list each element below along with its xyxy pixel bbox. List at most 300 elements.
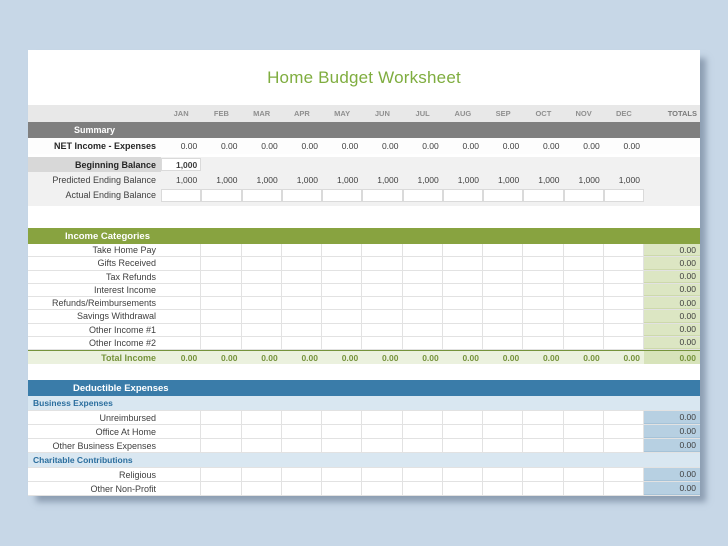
income-refunds-reimbursements-cell-sep[interactable]	[483, 297, 523, 309]
beginning-balance-cell-apr[interactable]	[282, 157, 322, 172]
income-other-income-1-label: Other Income #1	[88, 324, 156, 335]
income-row	[28, 337, 700, 350]
expense-other-non-profit-cell-aug[interactable]	[443, 482, 483, 495]
expense-religious-label: Religious	[118, 469, 156, 480]
income-other-income-1-cell-may[interactable]	[322, 324, 362, 336]
total-income-cell-mar[interactable]: 0.00	[261, 352, 278, 363]
income-other-income-1-cell-apr[interactable]	[282, 324, 322, 336]
expense-other-non-profit-cell-apr[interactable]	[282, 482, 322, 495]
income-savings-withdrawal-label: Savings Withdrawal	[76, 311, 156, 322]
income-gifts-received-cell-jul[interactable]	[403, 257, 443, 269]
beginning-balance-cell-jul[interactable]	[403, 157, 443, 172]
expense-other-non-profit-cell-oct[interactable]	[523, 482, 563, 495]
income-take-home-pay-cell-mar[interactable]	[242, 244, 282, 256]
income-tax-refunds-cell-oct[interactable]	[523, 271, 563, 283]
beginning-balance-cell-dec[interactable]	[604, 157, 644, 172]
expense-other-non-profit-cell-dec[interactable]	[604, 482, 644, 495]
income-tax-refunds-cell-jul[interactable]	[403, 271, 443, 283]
actual-ending-balance-cell-jan[interactable]	[161, 189, 201, 202]
column-header-blank	[28, 105, 161, 122]
income-interest-income-cell-sep[interactable]	[483, 284, 523, 296]
expense-other-business-expenses-cell-jan[interactable]	[161, 439, 201, 452]
income-interest-income-cell-jun[interactable]	[362, 284, 402, 296]
expense-unreimbursed-cell-mar[interactable]	[242, 411, 282, 424]
expense-other-business-expenses-cell-jun[interactable]	[362, 439, 402, 452]
total-income-cell-aug[interactable]: 0.00	[462, 352, 479, 363]
expense-other-non-profit-cell-jan[interactable]	[161, 482, 201, 495]
income-other-income-1-cell-aug[interactable]	[443, 324, 483, 336]
income-tax-refunds-cell-dec[interactable]	[604, 271, 644, 283]
income-section-title: Income Categories	[65, 230, 150, 242]
expense-unreimbursed-cell-oct[interactable]	[523, 411, 563, 424]
income-tax-refunds-cell-jan[interactable]	[161, 271, 201, 283]
income-rows	[28, 244, 700, 350]
income-other-income-1-cell-jan[interactable]	[161, 324, 201, 336]
total-income-cell-oct[interactable]: 0.00	[542, 352, 560, 363]
income-gifts-received-cell-feb[interactable]	[201, 257, 241, 269]
income-refunds-reimbursements-cell-jan[interactable]	[161, 297, 201, 309]
expense-other-business-expenses-cell-feb[interactable]	[201, 439, 241, 452]
expense-other-business-expenses-cell-sep[interactable]	[483, 439, 523, 452]
income-savings-withdrawal-cell-jan[interactable]	[161, 310, 201, 322]
total-income-cell-feb[interactable]: 0.00	[220, 352, 238, 363]
income-tax-refunds-cell-apr[interactable]	[282, 271, 322, 283]
expense-row	[28, 468, 700, 482]
net-income-cell-sep[interactable]: 0.00	[502, 141, 520, 151]
net-income-total-cell[interactable]	[644, 138, 700, 154]
income-row	[28, 310, 700, 323]
expense-other-business-expenses-label: Other Business Expenses	[52, 440, 156, 451]
income-refunds-reimbursements-cell-jul[interactable]	[403, 297, 443, 309]
expense-unreimbursed-cell-apr[interactable]	[282, 411, 322, 424]
income-refunds-reimbursements-cell-dec[interactable]	[604, 297, 644, 309]
expense-religious-cell-aug[interactable]	[443, 468, 483, 481]
income-interest-income-cell-feb[interactable]	[201, 284, 241, 296]
expense-other-business-expenses-cell-nov[interactable]	[564, 439, 604, 452]
predicted-ending-balance-cell-jul[interactable]: 1,000	[417, 174, 439, 185]
expense-unreimbursed-cell-dec[interactable]	[604, 411, 644, 424]
income-tax-refunds-total-cell[interactable]: 0.00	[644, 271, 700, 283]
column-header-nov: NOV	[575, 109, 592, 118]
income-interest-income-cell-dec[interactable]	[604, 284, 644, 296]
expense-religious-cell-dec[interactable]	[604, 468, 644, 481]
income-take-home-pay-cell-dec[interactable]	[604, 244, 644, 256]
beginning-balance-cell-aug[interactable]	[443, 157, 483, 172]
expense-religious-cell-apr[interactable]	[282, 468, 322, 481]
income-gifts-received-cell-apr[interactable]	[282, 257, 322, 269]
income-refunds-reimbursements-cell-aug[interactable]	[443, 297, 483, 309]
income-gifts-received-total-cell[interactable]: 0.00	[644, 257, 700, 269]
column-header-aug: AUG	[454, 109, 472, 118]
income-savings-withdrawal-cell-nov[interactable]	[564, 310, 604, 322]
income-interest-income-cell-aug[interactable]	[443, 284, 483, 296]
actual-ending-balance-cell-nov[interactable]	[564, 189, 604, 202]
expense-other-non-profit-cell-may[interactable]	[322, 482, 362, 495]
total-income-total-cell[interactable]: 0.00	[644, 351, 700, 364]
column-header-feb: FEB	[213, 109, 229, 118]
column-header-jul: JUL	[415, 109, 430, 118]
spacer	[28, 364, 700, 380]
income-tax-refunds-cell-may[interactable]	[322, 271, 362, 283]
expense-office-at-home-cell-sep[interactable]	[483, 425, 523, 438]
actual-ending-balance-label: Actual Ending Balance	[65, 190, 156, 200]
income-other-income-1-cell-dec[interactable]	[604, 324, 644, 336]
total-income-cell-sep[interactable]: 0.00	[502, 352, 520, 363]
expense-office-at-home-cell-dec[interactable]	[604, 425, 644, 438]
income-section-header	[28, 228, 700, 244]
income-refunds-reimbursements-cell-may[interactable]	[322, 297, 362, 309]
actual-ending-balance-cell-oct[interactable]	[523, 189, 563, 202]
expense-group-header-charitable-contributions	[28, 453, 700, 468]
total-income-cell-jan[interactable]: 0.00	[180, 352, 198, 363]
column-header-may: MAY	[334, 109, 351, 118]
column-header-totals: TOTALS	[667, 109, 697, 118]
income-refunds-reimbursements-cell-oct[interactable]	[523, 297, 563, 309]
expense-religious-cell-jul[interactable]	[403, 468, 443, 481]
income-other-income-1-cell-feb[interactable]	[201, 324, 241, 336]
income-take-home-pay-cell-sep[interactable]	[483, 244, 523, 256]
actual-ending-balance-cell-dec[interactable]	[604, 189, 644, 202]
income-tax-refunds-cell-feb[interactable]	[201, 271, 241, 283]
income-gifts-received-cell-aug[interactable]	[443, 257, 483, 269]
expense-unreimbursed-cell-nov[interactable]	[564, 411, 604, 424]
predicted-ending-balance-cell-mar[interactable]: 1,000	[256, 174, 278, 185]
expense-office-at-home-label: Office At Home	[95, 426, 156, 437]
income-savings-withdrawal-cell-oct[interactable]	[523, 310, 563, 322]
income-row	[28, 257, 700, 270]
total-income-label: Total Income	[101, 352, 156, 363]
predicted-ending-balance-cell-oct[interactable]: 1,000	[538, 174, 560, 185]
actual-ending-balance-cell-jun[interactable]	[362, 189, 402, 202]
income-savings-withdrawal-cell-sep[interactable]	[483, 310, 523, 322]
beginning-balance-cell-sep[interactable]	[483, 157, 523, 172]
income-other-income-2-cell-nov[interactable]	[564, 337, 604, 349]
income-savings-withdrawal-cell-jun[interactable]	[362, 310, 402, 322]
expense-other-business-expenses-total-cell[interactable]: 0.00	[644, 439, 700, 452]
predicted-ending-balance-total-cell[interactable]	[644, 172, 700, 187]
expense-other-non-profit-cell-mar[interactable]	[242, 482, 282, 495]
expense-other-non-profit-cell-sep[interactable]	[483, 482, 523, 495]
balance-block	[28, 157, 700, 206]
income-take-home-pay-cell-may[interactable]	[322, 244, 362, 256]
expense-other-non-profit-cell-feb[interactable]	[201, 482, 241, 495]
income-other-income-2-label: Other Income #2	[88, 337, 156, 348]
actual-ending-balance-cell-jul[interactable]	[403, 189, 443, 202]
expense-other-non-profit-total-cell[interactable]: 0.00	[644, 482, 700, 495]
income-interest-income-total-cell[interactable]: 0.00	[644, 284, 700, 296]
income-other-income-2-cell-jan[interactable]	[161, 337, 201, 349]
income-other-income-2-cell-feb[interactable]	[201, 337, 241, 349]
income-other-income-1-cell-sep[interactable]	[483, 324, 523, 336]
expense-row	[28, 439, 700, 453]
expense-row	[28, 425, 700, 439]
income-take-home-pay-cell-apr[interactable]	[282, 244, 322, 256]
expense-other-non-profit-cell-nov[interactable]	[564, 482, 604, 495]
income-other-income-2-cell-jun[interactable]	[362, 337, 402, 349]
net-income-cell-jul[interactable]: 0.00	[422, 141, 439, 151]
predicted-ending-balance-cell-aug[interactable]: 1,000	[457, 174, 479, 185]
predicted-ending-balance-cell-nov[interactable]: 1,000	[578, 174, 600, 185]
total-income-row	[28, 350, 700, 364]
expense-office-at-home-cell-jan[interactable]	[161, 425, 201, 438]
income-interest-income-cell-mar[interactable]	[242, 284, 282, 296]
page-title: Home Budget Worksheet	[267, 67, 461, 87]
expense-other-business-expenses-cell-jul[interactable]	[403, 439, 443, 452]
predicted-ending-balance-cell-jan[interactable]: 1,000	[175, 174, 198, 185]
income-take-home-pay-total-cell[interactable]: 0.00	[644, 244, 700, 256]
expense-other-business-expenses-cell-apr[interactable]	[282, 439, 322, 452]
income-savings-withdrawal-cell-dec[interactable]	[604, 310, 644, 322]
income-take-home-pay-cell-oct[interactable]	[523, 244, 563, 256]
expense-religious-cell-mar[interactable]	[242, 468, 282, 481]
income-row	[28, 324, 700, 337]
income-row	[28, 271, 700, 284]
income-other-income-1-cell-jun[interactable]	[362, 324, 402, 336]
expense-unreimbursed-cell-sep[interactable]	[483, 411, 523, 424]
actual-ending-balance-row	[28, 187, 700, 203]
predicted-ending-balance-cell-jun[interactable]: 1,000	[377, 174, 399, 185]
income-tax-refunds-cell-jun[interactable]	[362, 271, 402, 283]
expense-group-title: Business Expenses	[33, 398, 113, 408]
income-other-income-1-cell-nov[interactable]	[564, 324, 604, 336]
expense-religious-total-cell[interactable]: 0.00	[644, 468, 700, 481]
income-other-income-1-total-cell[interactable]: 0.00	[644, 324, 700, 336]
column-header-apr: APR	[293, 109, 310, 118]
income-interest-income-cell-may[interactable]	[322, 284, 362, 296]
beginning-balance-cell-feb[interactable]	[201, 157, 241, 172]
expenses-section-title: Deductible Expenses	[73, 382, 169, 394]
income-other-income-1-cell-oct[interactable]	[523, 324, 563, 336]
expense-office-at-home-cell-jul[interactable]	[403, 425, 443, 438]
income-tax-refunds-cell-mar[interactable]	[242, 271, 282, 283]
income-tax-refunds-cell-aug[interactable]	[443, 271, 483, 283]
net-income-cell-feb[interactable]: 0.00	[220, 141, 238, 151]
expense-other-business-expenses-cell-may[interactable]	[322, 439, 362, 452]
income-other-income-2-cell-mar[interactable]	[242, 337, 282, 349]
income-gifts-received-cell-dec[interactable]	[604, 257, 644, 269]
beginning-balance-cell-jan[interactable]: 1,000	[161, 158, 201, 171]
total-income-cell-apr[interactable]: 0.00	[301, 352, 318, 363]
income-other-income-2-total-cell[interactable]: 0.00	[644, 337, 700, 349]
income-tax-refunds-cell-nov[interactable]	[564, 271, 604, 283]
income-take-home-pay-cell-nov[interactable]	[564, 244, 604, 256]
net-income-cell-jan[interactable]: 0.00	[180, 141, 198, 151]
beginning-balance-cell-may[interactable]	[322, 157, 362, 172]
income-savings-withdrawal-cell-mar[interactable]	[242, 310, 282, 322]
net-income-label: NET Income - Expenses	[53, 141, 156, 151]
income-refunds-reimbursements-label: Refunds/Reimbursements	[51, 298, 156, 309]
income-take-home-pay-cell-feb[interactable]	[201, 244, 241, 256]
income-tax-refunds-cell-sep[interactable]	[483, 271, 523, 283]
income-interest-income-cell-jan[interactable]	[161, 284, 201, 296]
net-income-cell-aug[interactable]: 0.00	[462, 141, 479, 151]
column-header-jun: JUN	[374, 109, 390, 118]
expense-religious-cell-sep[interactable]	[483, 468, 523, 481]
income-take-home-pay-cell-aug[interactable]	[443, 244, 483, 256]
income-interest-income-label: Interest Income	[93, 284, 156, 295]
net-income-cell-oct[interactable]: 0.00	[542, 141, 560, 151]
actual-ending-balance-cell-feb[interactable]	[201, 189, 241, 202]
title-area	[28, 50, 700, 105]
expense-office-at-home-cell-mar[interactable]	[242, 425, 282, 438]
worksheet	[28, 50, 700, 496]
income-savings-withdrawal-cell-aug[interactable]	[443, 310, 483, 322]
income-refunds-reimbursements-cell-jun[interactable]	[362, 297, 402, 309]
net-income-cell-nov[interactable]: 0.00	[583, 141, 600, 151]
beginning-balance-row	[28, 157, 700, 172]
actual-ending-balance-cell-aug[interactable]	[443, 189, 483, 202]
summary-section-title: Summary	[73, 125, 116, 135]
income-interest-income-cell-oct[interactable]	[523, 284, 563, 296]
income-other-income-2-cell-oct[interactable]	[523, 337, 563, 349]
income-gifts-received-cell-mar[interactable]	[242, 257, 282, 269]
expenses-section-header	[28, 380, 700, 396]
beginning-balance-total-cell	[644, 157, 700, 172]
income-other-income-2-cell-aug[interactable]	[443, 337, 483, 349]
total-income-cell-jul[interactable]: 0.00	[422, 352, 439, 363]
expense-office-at-home-cell-jun[interactable]	[362, 425, 402, 438]
total-income-cell-nov[interactable]: 0.00	[583, 352, 600, 363]
total-income-cell-dec[interactable]: 0.00	[623, 352, 640, 363]
expense-unreimbursed-cell-aug[interactable]	[443, 411, 483, 424]
column-header-mar: MAR	[253, 109, 271, 118]
income-gifts-received-cell-may[interactable]	[322, 257, 362, 269]
predicted-ending-balance-cell-dec[interactable]: 1,000	[618, 174, 640, 185]
expense-other-business-expenses-cell-dec[interactable]	[604, 439, 644, 452]
expense-other-business-expenses-cell-oct[interactable]	[523, 439, 563, 452]
income-take-home-pay-cell-jan[interactable]	[161, 244, 201, 256]
beginning-balance-cell-nov[interactable]	[564, 157, 604, 172]
predicted-ending-balance-cell-sep[interactable]: 1,000	[497, 174, 520, 185]
income-refunds-reimbursements-cell-feb[interactable]	[201, 297, 241, 309]
income-other-income-1-cell-mar[interactable]	[242, 324, 282, 336]
net-income-cell-dec[interactable]: 0.00	[623, 141, 640, 151]
predicted-ending-balance-cell-feb[interactable]: 1,000	[216, 174, 238, 185]
expense-religious-cell-jun[interactable]	[362, 468, 402, 481]
spacer	[28, 206, 700, 228]
expense-row	[28, 482, 700, 496]
expense-unreimbursed-cell-jun[interactable]	[362, 411, 402, 424]
expense-office-at-home-cell-feb[interactable]	[201, 425, 241, 438]
income-refunds-reimbursements-cell-apr[interactable]	[282, 297, 322, 309]
income-interest-income-cell-apr[interactable]	[282, 284, 322, 296]
income-gifts-received-cell-jun[interactable]	[362, 257, 402, 269]
predicted-ending-balance-cell-may[interactable]: 1,000	[336, 174, 359, 185]
expense-office-at-home-cell-oct[interactable]	[523, 425, 563, 438]
expense-row	[28, 411, 700, 425]
income-other-income-2-cell-dec[interactable]	[604, 337, 644, 349]
expense-office-at-home-cell-apr[interactable]	[282, 425, 322, 438]
predicted-ending-balance-cell-apr[interactable]: 1,000	[296, 174, 318, 185]
expense-office-at-home-cell-nov[interactable]	[564, 425, 604, 438]
income-take-home-pay-cell-jul[interactable]	[403, 244, 443, 256]
expense-religious-cell-nov[interactable]	[564, 468, 604, 481]
actual-ending-balance-cell-may[interactable]	[322, 189, 362, 202]
expense-group-header-business-expenses	[28, 396, 700, 411]
expense-other-non-profit-label: Other Non-Profit	[90, 483, 156, 494]
income-refunds-reimbursements-cell-mar[interactable]	[242, 297, 282, 309]
income-take-home-pay-label: Take Home Pay	[92, 245, 156, 256]
beginning-balance-cell-jun[interactable]	[362, 157, 402, 172]
income-gifts-received-cell-oct[interactable]	[523, 257, 563, 269]
expense-other-non-profit-cell-jul[interactable]	[403, 482, 443, 495]
expense-office-at-home-cell-aug[interactable]	[443, 425, 483, 438]
income-tax-refunds-label: Tax Refunds	[105, 271, 156, 282]
expense-groups	[28, 396, 700, 496]
income-gifts-received-cell-jan[interactable]	[161, 257, 201, 269]
total-income-cell-may[interactable]: 0.00	[341, 352, 359, 363]
expense-unreimbursed-cell-may[interactable]	[322, 411, 362, 424]
income-refunds-reimbursements-total-cell[interactable]: 0.00	[644, 297, 700, 309]
net-income-expenses-row	[28, 138, 700, 154]
net-income-cell-mar[interactable]: 0.00	[261, 141, 278, 151]
expense-other-business-expenses-cell-aug[interactable]	[443, 439, 483, 452]
income-savings-withdrawal-cell-jul[interactable]	[403, 310, 443, 322]
column-header-sep: SEP	[495, 109, 511, 118]
income-savings-withdrawal-cell-feb[interactable]	[201, 310, 241, 322]
actual-ending-balance-total-cell[interactable]	[644, 187, 700, 203]
expense-religious-cell-may[interactable]	[322, 468, 362, 481]
expense-unreimbursed-cell-feb[interactable]	[201, 411, 241, 424]
actual-ending-balance-cell-sep[interactable]	[483, 189, 523, 202]
income-row	[28, 244, 700, 257]
income-other-income-2-cell-may[interactable]	[322, 337, 362, 349]
income-row	[28, 297, 700, 310]
expense-unreimbursed-label: Unreimbursed	[99, 412, 156, 423]
income-row	[28, 284, 700, 297]
beginning-balance-label: Beginning Balance	[28, 157, 161, 172]
expense-office-at-home-cell-may[interactable]	[322, 425, 362, 438]
expense-unreimbursed-cell-jul[interactable]	[403, 411, 443, 424]
income-other-income-2-cell-sep[interactable]	[483, 337, 523, 349]
column-header-dec: DEC	[615, 109, 632, 118]
expense-other-business-expenses-cell-mar[interactable]	[242, 439, 282, 452]
beginning-balance-cell-oct[interactable]	[523, 157, 563, 172]
income-interest-income-cell-jul[interactable]	[403, 284, 443, 296]
total-income-cell-jun[interactable]: 0.00	[381, 352, 399, 363]
income-other-income-1-cell-jul[interactable]	[403, 324, 443, 336]
income-savings-withdrawal-cell-may[interactable]	[322, 310, 362, 322]
income-interest-income-cell-nov[interactable]	[564, 284, 604, 296]
beginning-balance-cell-mar[interactable]	[242, 157, 282, 172]
predicted-ending-balance-row	[28, 172, 700, 187]
expense-unreimbursed-total-cell[interactable]: 0.00	[644, 411, 700, 424]
summary-section-header	[28, 122, 700, 138]
income-gifts-received-cell-nov[interactable]	[564, 257, 604, 269]
income-other-income-2-cell-jul[interactable]	[403, 337, 443, 349]
predicted-ending-balance-label: Predicted Ending Balance	[52, 174, 156, 185]
income-other-income-2-cell-apr[interactable]	[282, 337, 322, 349]
net-income-cell-jun[interactable]: 0.00	[381, 141, 399, 151]
income-refunds-reimbursements-cell-nov[interactable]	[564, 297, 604, 309]
expense-religious-cell-oct[interactable]	[523, 468, 563, 481]
net-income-cell-apr[interactable]: 0.00	[301, 141, 318, 151]
expense-unreimbursed-cell-jan[interactable]	[161, 411, 201, 424]
income-gifts-received-cell-sep[interactable]	[483, 257, 523, 269]
income-take-home-pay-cell-jun[interactable]	[362, 244, 402, 256]
income-savings-withdrawal-total-cell[interactable]: 0.00	[644, 310, 700, 322]
actual-ending-balance-cell-apr[interactable]	[282, 189, 322, 202]
expense-group-title: Charitable Contributions	[33, 455, 133, 465]
income-savings-withdrawal-cell-apr[interactable]	[282, 310, 322, 322]
expense-religious-cell-feb[interactable]	[201, 468, 241, 481]
expense-office-at-home-total-cell[interactable]: 0.00	[644, 425, 700, 438]
net-income-cell-may[interactable]: 0.00	[341, 141, 359, 151]
actual-ending-balance-cell-mar[interactable]	[242, 189, 282, 202]
expense-other-non-profit-cell-jun[interactable]	[362, 482, 402, 495]
column-header-jan: JAN	[173, 109, 189, 118]
expense-religious-cell-jan[interactable]	[161, 468, 201, 481]
